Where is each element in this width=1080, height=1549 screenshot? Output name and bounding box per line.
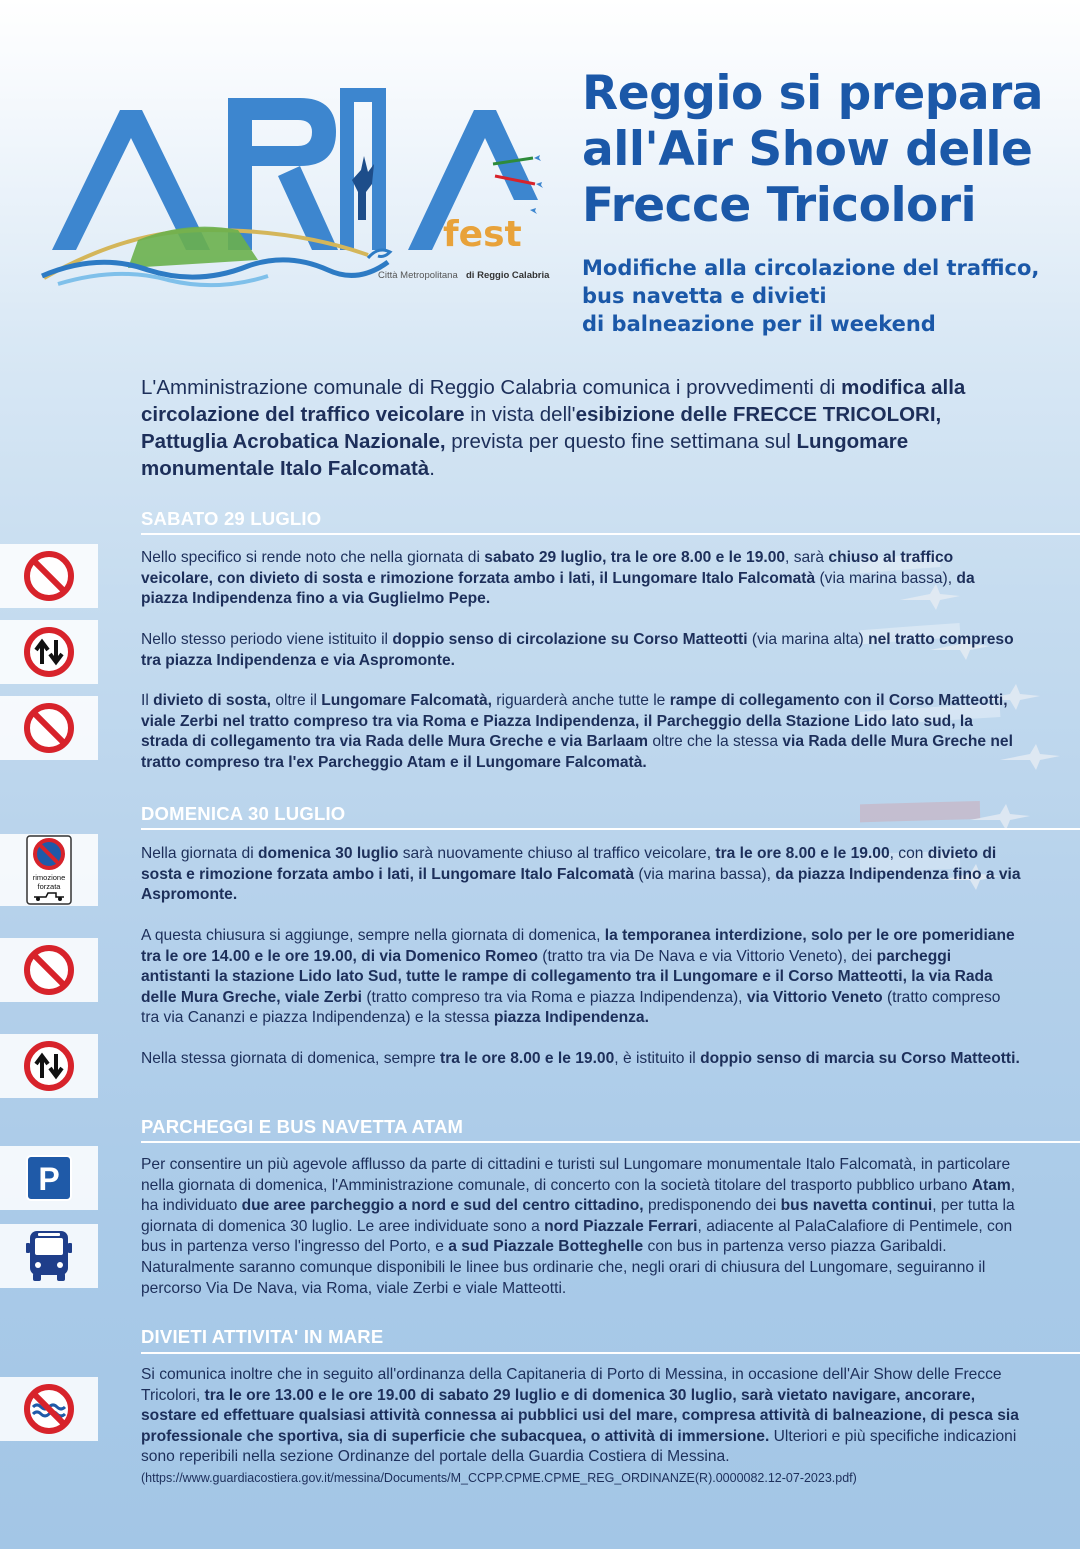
- section-rule: [141, 828, 1080, 830]
- body-text: Ulteriori e più specifiche indicazioni sono reperibili nella sezione Ordinanze del portale della Guardia Costiera di Messina.: [141, 1427, 1017, 1466]
- subtitle-line-3: di balneazione per il weekend: [582, 312, 936, 336]
- logo-fest-word: fest: [443, 214, 522, 255]
- intro-bold: modifica alla circolazione del traffico veicolare: [141, 376, 966, 426]
- body-text: , è istituito il: [614, 1050, 701, 1067]
- intro-bold: esibizione delle FRECCE TRICOLORI, Pattuglia Acrobatica Nazionale,: [141, 403, 942, 453]
- removal-sign-line-2: forzata: [37, 882, 61, 891]
- body-text: sarà nuovamente chiuso al traffico veicolare,: [398, 845, 716, 862]
- no-stopping-sign-icon: [23, 702, 75, 754]
- intro-text: in vista dell': [464, 403, 576, 426]
- body-text: , con: [889, 845, 928, 862]
- bold-text: divieto di sosta e rimozione forzata ambo i lati, il Lungomare Italo Falcomatà: [141, 845, 997, 883]
- section-rule: [141, 1352, 1080, 1354]
- bold-text: tra le ore 8.00 e le 19.00: [440, 1050, 615, 1067]
- icon-box: [0, 938, 98, 1002]
- bold-text: domenica 30 luglio: [258, 845, 399, 862]
- title-line-1: Reggio si prepara: [582, 66, 1044, 121]
- bold-text: la temporanea interdizione, solo per le ore pomeridiane tra le ore 14.00 e le ore 19.00, di via Domenico Romeo: [141, 927, 1015, 965]
- two-way-traffic-sign-icon: [23, 626, 75, 678]
- body-text: , sarà: [785, 549, 829, 566]
- icon-box: [0, 620, 98, 684]
- body-text: , per tutta la giornata di domenica 30 luglio. Le aree individuate sono a: [141, 1197, 1015, 1235]
- intro-text: .: [429, 457, 435, 480]
- body-text: (tratto tra via De Nava e via Vittorio Veneto), dei: [537, 947, 877, 965]
- bold-text: doppio senso di circolazione su Corso Matteotti: [392, 631, 748, 648]
- intro-paragraph: [141, 374, 1021, 482]
- body-text: oltre che la stessa: [648, 733, 783, 751]
- icon-box: [0, 1224, 98, 1288]
- title-line-2: all'Air Show delle: [582, 122, 1033, 177]
- bold-text: Lungomare Falcomatà,: [321, 692, 492, 709]
- bold-text: bus navetta continui: [780, 1197, 933, 1215]
- intro-bold: Lungomare monumentale Italo Falcomatà: [141, 430, 909, 480]
- bold-text: parcheggi antistanti la stazione Lido lato Sud, tutte le rampe di collegamento tra il Lungomare e il Corso Matteotti, la via Rada delle Mura Greche, viale Zerbi: [141, 947, 993, 1006]
- body-text: A questa chiusura si aggiunge, sempre nella giornata di domenica,: [141, 927, 605, 944]
- logo-caption-prefix: Città Metropolitana: [378, 270, 458, 281]
- section-title-domenica: DOMENICA 30 LUGLIO: [141, 803, 346, 824]
- sabato-paragraph-1: [141, 548, 1021, 610]
- parcheggi-paragraph: [141, 1155, 1021, 1299]
- body-text: (tratto compreso tra via Roma e piazza Indipendenza),: [362, 988, 747, 1006]
- aria-fest-logo: [38, 80, 558, 300]
- sabato-paragraph-3: [141, 691, 1021, 773]
- icon-box: [0, 696, 98, 760]
- removal-sign-line-1: rimozione: [32, 873, 66, 882]
- body-text: Il: [141, 692, 154, 709]
- page-subtitle: [582, 254, 1062, 338]
- icon-box: [0, 1377, 98, 1441]
- sabato-paragraph-2: [141, 630, 1021, 671]
- bold-text: nord Piazzale Ferrari: [544, 1217, 698, 1235]
- bold-text: due aree parcheggio a nord e sud del centro cittadino,: [241, 1197, 644, 1215]
- intro-text: L'Amministrazione comunale di Reggio Calabria comunica i provvedimenti di: [141, 376, 842, 399]
- bold-text: piazza Indipendenza.: [493, 1009, 649, 1027]
- bold-text: via Rada delle Mura Greche nel tratto compreso tra l'ex Parcheggio Atam e il Lungomare Falcomatà.: [141, 733, 1013, 771]
- ordinance-url-link[interactable]: (https://www.guardiacostiera.gov.it/messina/Documents/M_CCPP.CPME.CPME_REG_ORDINANZE(R).0000082.12-07-2023.pdf): [141, 1470, 857, 1485]
- parking-sign-icon: [26, 1155, 72, 1201]
- bold-text: tra le ore 13.00 e le ore 19.00 di sabato 29 luglio e di domenica 30 luglio, sarà vietato navigare, ancorare, sostare ed effettuare qualsiasi attività connessa ai pubblici usi del mare, compresa attività di balneazione, di pesca sia professionale che sportiva, sia di superficie che subacquea, o attività di immersione.: [141, 1386, 1019, 1445]
- title-line-3: Frecce Tricolori: [582, 178, 977, 233]
- tow-away-zone-sign-icon: [26, 835, 72, 905]
- section-rule: [141, 1141, 1080, 1143]
- body-text: , adiacente al PalaCalafiore di Pentimele, con bus in partenza verso l'ingresso del Porto, e: [141, 1217, 1013, 1256]
- body-text: Nella giornata di: [141, 845, 259, 862]
- section-title-parcheggi: PARCHEGGI E BUS NAVETTA ATAM: [141, 1116, 464, 1137]
- bold-text: via Vittorio Veneto: [746, 988, 883, 1006]
- body-text: Per consentire un più agevole afflusso da parte di cittadini e turisti sul Lungomare monumentale Italo Falcomatà, in particolare nella giornata di domenica, l'Amministrazione comunale, di concerto con la società titolare del trasporto pubblico urbano: [141, 1156, 1011, 1194]
- domenica-paragraph-2: [141, 926, 1021, 1029]
- body-text: (tratto compreso tra via Cananzi e piazza Indipendenza) e la stessa: [141, 988, 1001, 1027]
- section-rule: [141, 533, 1080, 535]
- section-title-divieti-mare: DIVIETI ATTIVITA' IN MARE: [141, 1326, 384, 1347]
- no-swimming-sign-icon: [23, 1383, 75, 1435]
- bold-text: chiuso al traffico veicolare, con divieto di sosta e rimozione forzata ambo i lati, il Lungomare Italo Falcomatà: [141, 549, 954, 587]
- bold-text: tra le ore 8.00 e le 19.00: [715, 845, 890, 862]
- domenica-paragraph-1: [141, 844, 1021, 906]
- bus-icon: [26, 1229, 72, 1283]
- body-text: Nello stesso periodo viene istituito il: [141, 631, 393, 648]
- bold-text: da piazza Indipendenza fino a via Guglielmo Pepe.: [141, 569, 975, 608]
- bold-text: rampe di collegamento con il Corso Matteotti, viale Zerbi nel tratto compreso tra via Roma e Piazza Indipendenza, il Parcheggio della Stazione Lido lato sud, la strada di collegamento tra via Rada delle Mura Greche e via Barlaam: [141, 692, 1008, 751]
- body-text: oltre il: [271, 692, 322, 709]
- icon-box: [0, 1146, 98, 1210]
- parking-letter: P: [38, 1161, 60, 1197]
- body-text: Si comunica inoltre che in seguito all'ordinanza della Capitaneria di Porto di Messina, in occasione dell'Air Show delle Frecce Tricolori,: [141, 1366, 1002, 1404]
- body-text: riguarderà anche tutte le: [491, 692, 670, 709]
- bold-text: nel tratto compreso tra piazza Indipendenza e via Aspromonte.: [141, 631, 1014, 669]
- divieti-mare-paragraph: [141, 1365, 1021, 1489]
- subtitle-line-2: bus navetta e divieti: [582, 284, 827, 308]
- two-way-traffic-sign-icon: [23, 1040, 75, 1092]
- section-title-sabato: SABATO 29 LUGLIO: [141, 508, 322, 529]
- headline-block: [582, 66, 1062, 338]
- no-stopping-sign-icon: [23, 550, 75, 602]
- no-stopping-sign-icon: [23, 944, 75, 996]
- icon-box: [0, 1034, 98, 1098]
- body-text: predisponendo dei: [643, 1197, 781, 1215]
- bold-text: Atam: [971, 1176, 1011, 1194]
- body-text: (via marina bassa),: [634, 865, 776, 883]
- bold-text: da piazza Indipendenza fino a via Aspromonte.: [141, 865, 1021, 904]
- bold-text: divieto di sosta,: [153, 692, 271, 709]
- subtitle-line-1: Modifiche alla circolazione del traffico,: [582, 256, 1040, 280]
- body-text: con bus in partenza verso piazza Garibaldi. Naturalmente saranno comunque disponibili le linee bus ordinarie che, negli orari di chiusura del Lungomare, seguiranno il percorso Via De Nava, via Roma, viale Zerbi e viale Matteotti.: [141, 1238, 986, 1297]
- bold-text: a sud Piazzale Botteghelle: [448, 1238, 644, 1256]
- domenica-paragraph-3: [141, 1049, 1021, 1070]
- body-text: Nella stessa giornata di domenica, sempre: [141, 1050, 441, 1067]
- body-text: (via marina alta): [747, 631, 869, 648]
- body-text: , ha individuato: [141, 1176, 1016, 1215]
- icon-box: [0, 544, 98, 608]
- page-title: [582, 66, 1062, 234]
- intro-text: prevista per questo fine settimana sul: [445, 430, 797, 453]
- bold-text: sabato 29 luglio, tra le ore 8.00 e le 19.00: [484, 549, 786, 566]
- body-text: (via marina bassa),: [815, 569, 957, 587]
- bold-text: doppio senso di marcia su Corso Matteotti.: [700, 1050, 1020, 1067]
- body-text: Nello specifico si rende noto che nella giornata di: [141, 549, 485, 566]
- logo-caption-suffix: di Reggio Calabria: [466, 270, 550, 281]
- icon-box: [0, 834, 98, 906]
